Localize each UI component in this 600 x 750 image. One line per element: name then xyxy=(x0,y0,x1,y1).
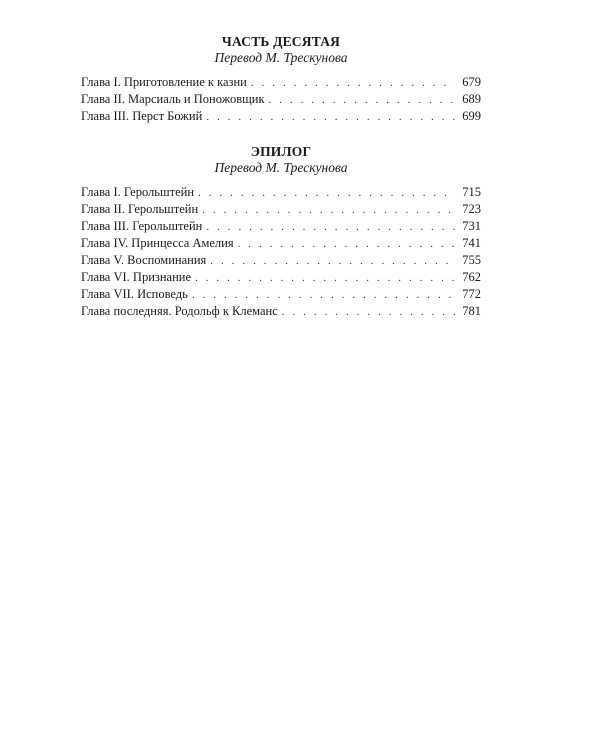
toc-entry-label: Глава VII. Исповедь xyxy=(81,287,188,301)
toc-entry-page: 731 xyxy=(462,219,481,233)
toc-entry-page: 755 xyxy=(462,253,481,267)
dot-leader xyxy=(198,185,455,202)
toc-entry-page: 741 xyxy=(462,236,481,250)
toc-entry-page: 723 xyxy=(462,202,481,216)
toc-entry[interactable] xyxy=(81,91,481,108)
dot-leader xyxy=(282,304,455,321)
section-title: ЭПИЛОГ xyxy=(250,144,312,159)
section-translator: Перевод М. Трескунова xyxy=(214,50,348,65)
toc-entry-page: 762 xyxy=(462,270,481,284)
toc-entry-label: Глава I. Приготовление к казни xyxy=(81,75,247,89)
toc-entry[interactable] xyxy=(81,184,481,201)
dot-leader xyxy=(206,219,455,236)
dot-leader xyxy=(251,75,455,92)
section-part-ten xyxy=(81,34,481,125)
toc-entry[interactable] xyxy=(81,108,481,125)
toc-entry[interactable] xyxy=(81,303,481,320)
dot-leader xyxy=(192,287,455,304)
section-epilogue xyxy=(81,144,481,320)
toc-entry-label: Глава последняя. Родольф к Клеманс xyxy=(81,304,278,318)
toc-list xyxy=(81,184,481,320)
toc-entry-page: 679 xyxy=(462,75,481,89)
section-translator: Перевод М. Трескунова xyxy=(214,160,348,175)
toc-entry[interactable] xyxy=(81,235,481,252)
toc-list xyxy=(81,74,481,125)
toc-entry-page: 772 xyxy=(462,287,481,301)
toc-entry-page: 699 xyxy=(462,109,481,123)
dot-leader xyxy=(202,202,455,219)
toc-entry[interactable] xyxy=(81,74,481,91)
toc-entry[interactable] xyxy=(81,252,481,269)
toc-entry-label: Глава II. Герольштейн xyxy=(81,202,199,216)
section-title: ЧАСТЬ ДЕСЯТАЯ xyxy=(221,34,341,49)
toc-entry-label: Глава III. Перст Божий xyxy=(81,109,203,123)
toc-entry-label: Глава III. Герольштейн xyxy=(81,219,203,233)
toc-entry[interactable] xyxy=(81,218,481,235)
toc-entry-label: Глава I. Герольштейн xyxy=(81,185,195,199)
toc-entry-page: 715 xyxy=(462,185,481,199)
toc-entry-label: Глава V. Воспоминания xyxy=(81,253,207,267)
toc-entry[interactable] xyxy=(81,286,481,303)
table-of-contents-page xyxy=(81,34,481,320)
dot-leader xyxy=(195,270,455,287)
toc-entry-label: Глава II. Марсиаль и Поножовщик xyxy=(81,92,265,106)
dot-leader xyxy=(269,92,455,109)
toc-entry[interactable] xyxy=(81,269,481,286)
dot-leader xyxy=(206,109,455,126)
toc-entry-page: 689 xyxy=(462,92,481,106)
toc-entry-label: Глава IV. Принцесса Амелия xyxy=(81,236,234,250)
toc-entry-label: Глава VI. Признание xyxy=(81,270,191,284)
dot-leader xyxy=(238,236,455,253)
dot-leader xyxy=(210,253,455,270)
toc-entry[interactable] xyxy=(81,201,481,218)
toc-entry-page: 781 xyxy=(462,304,481,318)
